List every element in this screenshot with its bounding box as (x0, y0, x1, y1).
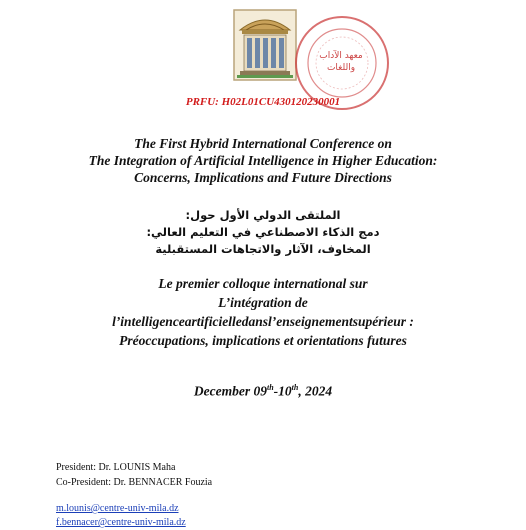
title-fr-line: Préoccupations, implications et orientations futures (119, 333, 407, 348)
title-ar-line: المخاوف، الآثار والاتجاهات المستقبلية (155, 242, 371, 256)
title-english (0, 135, 526, 186)
date-sup-2: th (291, 383, 299, 392)
prfu-code: PRFU: H02L01CU430120230001 (185, 96, 341, 108)
title-french (0, 274, 526, 350)
date-suffix: , 2024 (298, 383, 333, 399)
title-fr-line: l’intelligenceartificielledansl’enseignementsupérieur : (112, 314, 414, 329)
date-mid: -10 (273, 383, 292, 399)
copresident-line: Co-President: Dr. BENNACER Fouzia (56, 477, 213, 488)
president-line: President: Dr. LOUNIS Maha (56, 462, 176, 473)
title-ar-line: الملتقى الدولي الأول حول: (185, 208, 341, 222)
email-link[interactable]: m.lounis@centre-univ-mila.dz (56, 503, 179, 514)
title-fr-line: L’intégration de (218, 295, 308, 310)
title-en-line: The First Hybrid International Conference on (134, 136, 392, 151)
stamp-text: معهد الآداب واللغات (319, 51, 363, 73)
title-fr-line: Le premier colloque international sur (158, 276, 368, 291)
header-cutoff-text (150, 0, 380, 6)
committee-block (56, 460, 212, 490)
title-ar-line: دمج الذكاء الاصطناعي في التعليم العالي: (146, 225, 380, 239)
conference-date (0, 383, 526, 400)
university-logo (232, 8, 298, 82)
date-prefix: December 09 (193, 383, 267, 399)
title-en-line: The Integration of Artificial Intelligence in Higher Education: (88, 153, 438, 168)
email-link[interactable]: f.bennacer@centre-univ-mila.dz (56, 517, 186, 528)
date-sup-1: th (267, 383, 274, 392)
title-en-line: Concerns, Implications and Future Directions (134, 170, 392, 185)
title-arabic (0, 207, 526, 258)
